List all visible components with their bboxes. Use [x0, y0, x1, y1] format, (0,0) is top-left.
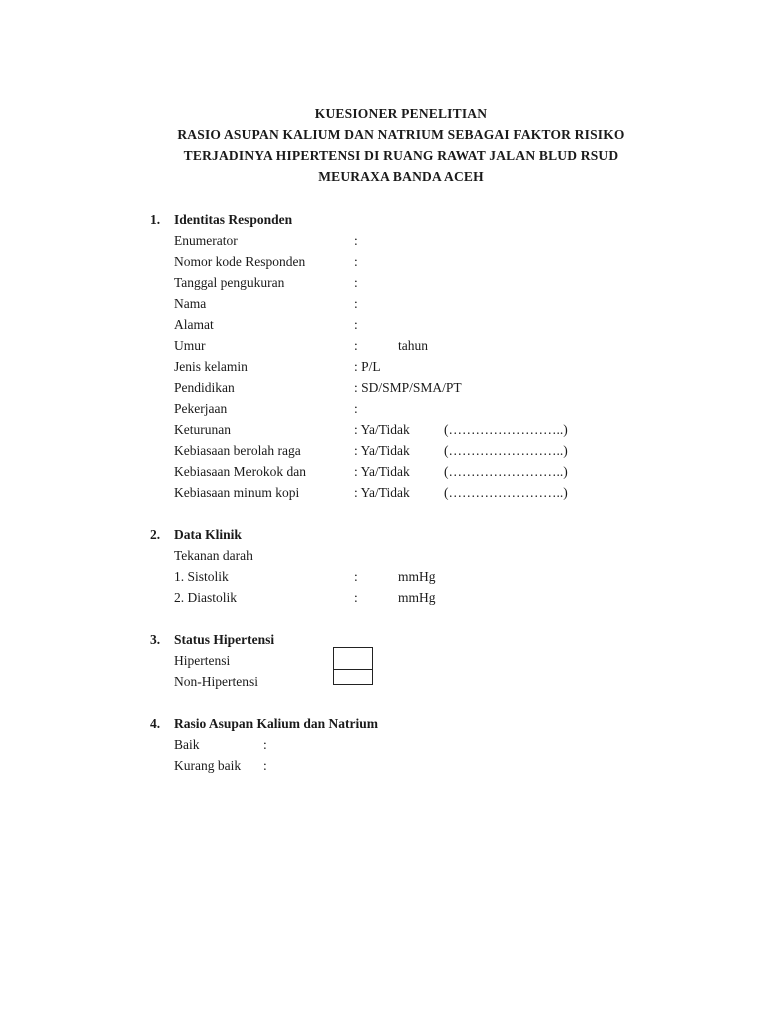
document-title: KUESIONER PENELITIAN: [314, 106, 488, 121]
document-subtitle-line-3: MEURAXA BANDA ACEH: [318, 169, 484, 184]
field-blank-smoking-habit: (……………………..): [444, 464, 568, 479]
field-value-respondent-code: :: [354, 254, 358, 269]
field-blank-exercise-habit: (……………………..): [444, 443, 568, 458]
field-label-age: Umur: [174, 338, 206, 353]
section-4-title: Rasio Asupan Kalium dan Natrium: [174, 716, 379, 731]
field-label-occupation: Pekerjaan: [174, 401, 228, 416]
field-label-exercise-habit: Kebiasaan berolah raga: [174, 443, 301, 458]
section-1-number: 1.: [150, 212, 161, 227]
field-value-occupation: :: [354, 401, 358, 416]
field-blank-heredity: (……………………..): [444, 422, 568, 437]
document-subtitle-line-2: TERJADINYA HIPERTENSI DI RUANG RAWAT JALAN BLUD RSUD: [183, 148, 619, 163]
section-4-number: 4.: [150, 716, 161, 731]
document-subtitle-line-1: RASIO ASUPAN KALIUM DAN NATRIUM SEBAGAI FAKTOR RISIKO: [177, 127, 625, 142]
field-value-education: : SD/SMP/SMA/PT: [354, 380, 462, 395]
checkbox-divider: [334, 669, 372, 670]
field-value-measurement-date: :: [354, 275, 358, 290]
field-label-coffee-habit: Kebiasaan minum kopi: [174, 485, 300, 500]
hypertension-checkbox-box[interactable]: [333, 647, 373, 685]
section-2-title: Data Klinik: [174, 527, 242, 542]
section-2-number: 2.: [150, 527, 161, 542]
field-label-measurement-date: Tanggal pengukuran: [174, 275, 285, 290]
field-value-name: :: [354, 296, 358, 311]
field-unit-diastolic: mmHg: [398, 590, 436, 605]
field-label-less-good: Kurang baik: [174, 758, 242, 773]
field-value-heredity: : Ya/Tidak: [354, 422, 410, 437]
field-value-less-good: :: [263, 758, 267, 773]
field-value-address: :: [354, 317, 358, 332]
field-unit-age: tahun: [398, 338, 428, 353]
field-label-gender: Jenis kelamin: [174, 359, 248, 374]
field-label-education: Pendidikan: [174, 380, 235, 395]
field-label-address: Alamat: [174, 317, 214, 332]
field-value-good: :: [263, 737, 267, 752]
field-label-smoking-habit: Kebiasaan Merokok dan: [174, 464, 306, 479]
field-value-coffee-habit: : Ya/Tidak: [354, 485, 410, 500]
field-label-systolic: 1. Sistolik: [174, 569, 229, 584]
field-label-diastolic: 2. Diastolik: [174, 590, 237, 605]
field-value-exercise-habit: : Ya/Tidak: [354, 443, 410, 458]
field-label-heredity: Keturunan: [174, 422, 231, 437]
field-value-age: :: [354, 338, 358, 353]
field-value-enumerator: :: [354, 233, 358, 248]
option-hypertension: Hipertensi: [174, 653, 231, 668]
field-value-diastolic: :: [354, 590, 358, 605]
section-1-title: Identitas Responden: [174, 212, 293, 227]
field-value-gender: : P/L: [354, 359, 381, 374]
field-label-name: Nama: [174, 296, 207, 311]
field-label-good: Baik: [174, 737, 200, 752]
field-blank-coffee-habit: (……………………..): [444, 485, 568, 500]
field-label-respondent-code: Nomor kode Responden: [174, 254, 306, 269]
field-value-smoking-habit: : Ya/Tidak: [354, 464, 410, 479]
field-value-systolic: :: [354, 569, 358, 584]
option-non-hypertension: Non-Hipertensi: [174, 674, 258, 689]
field-unit-systolic: mmHg: [398, 569, 436, 584]
section-3-title: Status Hipertensi: [174, 632, 275, 647]
blood-pressure-label: Tekanan darah: [174, 548, 253, 563]
field-label-enumerator: Enumerator: [174, 233, 238, 248]
section-3-number: 3.: [150, 632, 161, 647]
